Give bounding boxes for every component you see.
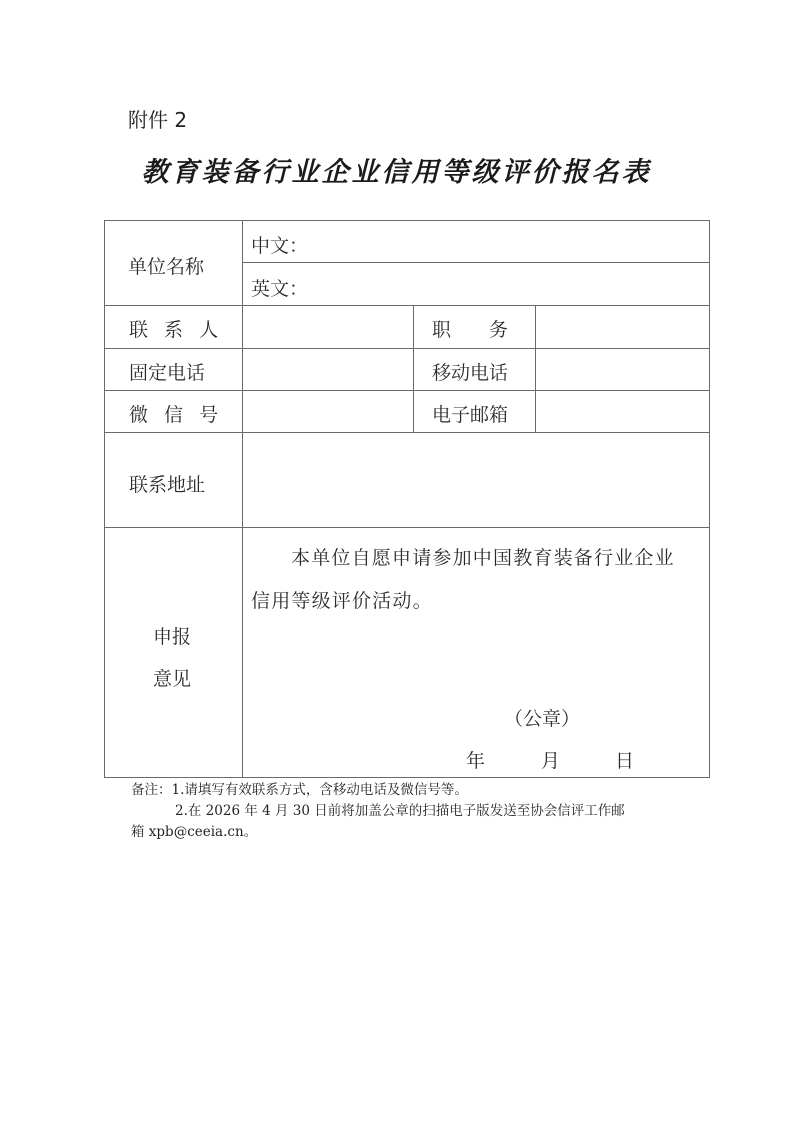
opinion-text-line2: 信用等级评价活动。 bbox=[251, 590, 433, 612]
mobile-label: 移动电话 bbox=[432, 362, 509, 384]
date-year: 年 bbox=[466, 750, 486, 772]
unit-name-label: 单位名称 bbox=[128, 256, 205, 278]
position-label: 职 务 bbox=[432, 319, 509, 341]
remark-line-1: 备注：1.请填写有效联系方式，含移动电话及微信号等。 bbox=[131, 782, 468, 798]
row-divider bbox=[104, 348, 710, 349]
landline-label: 固定电话 bbox=[129, 362, 206, 384]
table-border bbox=[104, 220, 710, 778]
row-divider bbox=[104, 390, 710, 391]
column-divider bbox=[535, 305, 536, 432]
attachment-number: 附件 2 bbox=[128, 108, 188, 132]
address-label: 联系地址 bbox=[129, 474, 206, 496]
chinese-name-label: 中文： bbox=[251, 235, 309, 257]
remark-line-2: 2.在 2026 年 4 月 30 日前将加盖公章的扫描电子版发送至协会信评工作邮 bbox=[175, 803, 625, 819]
opinion-label-line1: 申报 bbox=[153, 626, 192, 648]
row-divider bbox=[104, 527, 710, 528]
date-day: 日 bbox=[615, 750, 635, 772]
row-divider bbox=[242, 262, 710, 263]
opinion-text-line1: 本单位自愿申请参加中国教育装备行业企业 bbox=[291, 547, 675, 569]
opinion-label-line2: 意见 bbox=[153, 668, 192, 690]
label-column-divider bbox=[242, 220, 243, 778]
form-title: 教育装备行业企业信用等级评价报名表 bbox=[141, 157, 652, 188]
remarks bbox=[131, 780, 625, 843]
english-name-label: 英文： bbox=[251, 278, 309, 300]
email-label: 电子邮箱 bbox=[432, 404, 509, 426]
seal-placeholder: （公章） bbox=[504, 708, 581, 730]
date-month: 月 bbox=[541, 750, 561, 772]
wechat-label: 微 信 号 bbox=[129, 404, 219, 426]
row-divider bbox=[104, 432, 710, 433]
opinion-statement bbox=[251, 537, 703, 623]
registration-form-table bbox=[104, 220, 710, 778]
column-divider bbox=[413, 305, 414, 432]
contact-person-label: 联 系 人 bbox=[129, 319, 219, 341]
remark-line-3: 箱 xpb@ceeia.cn。 bbox=[131, 824, 258, 840]
row-divider bbox=[104, 305, 710, 306]
